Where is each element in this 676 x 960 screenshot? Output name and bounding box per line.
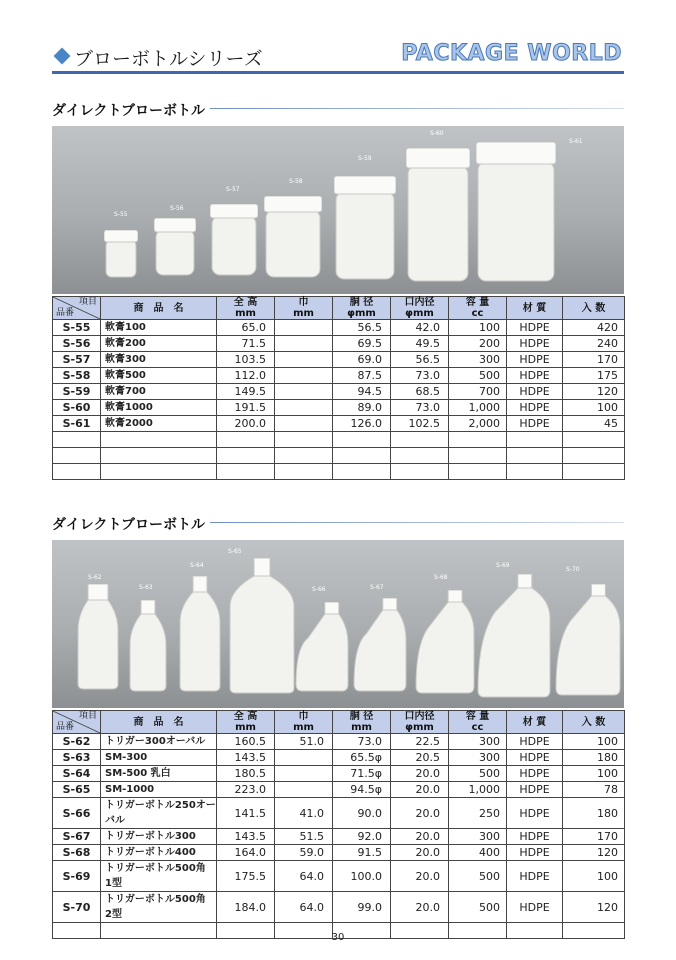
- container-image: [554, 584, 622, 700]
- cell-mouth: 20.0: [391, 782, 449, 798]
- header-capacity-unit: cc: [471, 722, 484, 733]
- cell-height: 141.5: [217, 798, 275, 829]
- table-row: [53, 368, 625, 384]
- table-row: [53, 464, 625, 480]
- cell-body: 73.0: [333, 734, 391, 750]
- header-name: [101, 297, 217, 320]
- cell-capacity: 100: [449, 320, 507, 336]
- header-material-label: 材 質: [522, 302, 547, 314]
- cell-qty: [563, 464, 625, 480]
- cell-code: S-61: [53, 416, 101, 432]
- cell-height: 180.5: [217, 766, 275, 782]
- table-row: [53, 400, 625, 416]
- cell-width: [275, 464, 333, 480]
- cell-name: [101, 464, 217, 480]
- cell-mouth: [391, 464, 449, 480]
- cell-mouth: 56.5: [391, 352, 449, 368]
- cell-capacity: 500: [449, 861, 507, 892]
- header-quantity-label: 入 数: [581, 302, 606, 314]
- header-width: [275, 297, 333, 320]
- cell-code: S-64: [53, 766, 101, 782]
- product-code-label: S-57: [226, 186, 240, 193]
- cell-body: 65.5φ: [333, 750, 391, 766]
- cell-width: 51.0: [275, 734, 333, 750]
- cell-name: 軟膏100: [101, 320, 217, 336]
- cell-body: [333, 432, 391, 448]
- cell-material: HDPE: [507, 892, 563, 923]
- cell-height: 160.5: [217, 734, 275, 750]
- cell-capacity: [449, 464, 507, 480]
- section-rule-1: [210, 108, 624, 109]
- cell-width: [275, 320, 333, 336]
- cell-name: SM-500 乳白: [101, 766, 217, 782]
- cell-height: 223.0: [217, 782, 275, 798]
- cell-width: [275, 400, 333, 416]
- cell-material: HDPE: [507, 416, 563, 432]
- table-row: [53, 845, 625, 861]
- header-capacity-label: 容 量: [465, 297, 490, 308]
- cell-qty: 100: [563, 734, 625, 750]
- cell-qty: 100: [563, 861, 625, 892]
- cell-name: 軟膏500: [101, 368, 217, 384]
- section-title-2: ダイレクトブローボトル: [52, 517, 206, 533]
- cell-body: 92.0: [333, 829, 391, 845]
- cell-width: [275, 782, 333, 798]
- container-image: [228, 558, 296, 698]
- cell-material: HDPE: [507, 750, 563, 766]
- table-row: [53, 352, 625, 368]
- header-body-diameter-label: 胴 径: [349, 711, 374, 722]
- cell-material: HDPE: [507, 861, 563, 892]
- cell-height: 143.5: [217, 750, 275, 766]
- cell-name: 軟膏1000: [101, 400, 217, 416]
- container-image: [154, 218, 196, 280]
- table-row: [53, 448, 625, 464]
- product-code-label: S-70: [566, 566, 580, 573]
- cell-material: HDPE: [507, 845, 563, 861]
- cell-code: S-70: [53, 892, 101, 923]
- header-capacity: [449, 297, 507, 320]
- header-material: [507, 297, 563, 320]
- header-capacity-label: 容 量: [465, 711, 490, 722]
- cell-code: S-59: [53, 384, 101, 400]
- cell-capacity: [449, 448, 507, 464]
- cell-qty: 170: [563, 829, 625, 845]
- container-image: [128, 600, 168, 696]
- cell-body: 87.5: [333, 368, 391, 384]
- cell-capacity: 300: [449, 734, 507, 750]
- cell-qty: 78: [563, 782, 625, 798]
- cell-code: [53, 448, 101, 464]
- cell-qty: 420: [563, 320, 625, 336]
- header-code-label: 品番: [56, 722, 75, 732]
- product-code-label: S-60: [430, 130, 444, 137]
- cell-mouth: [391, 448, 449, 464]
- header-width-label: 巾: [298, 711, 309, 722]
- cell-body: 91.5: [333, 845, 391, 861]
- cell-capacity: 200: [449, 336, 507, 352]
- header-code-label: 品番: [56, 308, 75, 318]
- spec-table-bottles: [52, 710, 625, 939]
- cell-capacity: 500: [449, 368, 507, 384]
- header-name: [101, 711, 217, 734]
- cell-code: S-55: [53, 320, 101, 336]
- cell-qty: 120: [563, 892, 625, 923]
- cell-height: 112.0: [217, 368, 275, 384]
- table-row: [53, 766, 625, 782]
- cell-name: 軟膏2000: [101, 416, 217, 432]
- table-row: [53, 750, 625, 766]
- cell-mouth: 20.0: [391, 892, 449, 923]
- cell-height: 175.5: [217, 861, 275, 892]
- cell-mouth: 68.5: [391, 384, 449, 400]
- cell-height: [217, 432, 275, 448]
- cell-height: 164.0: [217, 845, 275, 861]
- cell-capacity: [449, 432, 507, 448]
- product-code-label: S-65: [228, 548, 242, 555]
- cell-capacity: 500: [449, 766, 507, 782]
- header-mouth-diameter-unit: φmm: [405, 308, 434, 319]
- cell-material: HDPE: [507, 352, 563, 368]
- cell-qty: 100: [563, 400, 625, 416]
- table-row: [53, 336, 625, 352]
- cell-body: 71.5φ: [333, 766, 391, 782]
- product-code-label: S-56: [170, 205, 184, 212]
- header-item-code: [53, 711, 101, 734]
- header-rule: [52, 71, 624, 74]
- cell-qty: [563, 448, 625, 464]
- header-body-diameter: [333, 297, 391, 320]
- cell-mouth: 42.0: [391, 320, 449, 336]
- cell-material: HDPE: [507, 766, 563, 782]
- cell-name: SM-1000: [101, 782, 217, 798]
- cell-height: 149.5: [217, 384, 275, 400]
- cell-mouth: 73.0: [391, 400, 449, 416]
- product-code-label: S-63: [139, 584, 153, 591]
- cell-qty: 175: [563, 368, 625, 384]
- cell-capacity: 400: [449, 845, 507, 861]
- header-item-label: 項目: [78, 711, 97, 721]
- cell-mouth: 73.0: [391, 368, 449, 384]
- cell-mouth: [391, 432, 449, 448]
- header-height: [217, 711, 275, 734]
- cell-material: HDPE: [507, 798, 563, 829]
- header-mouth-diameter: [391, 711, 449, 734]
- cell-name: 軟膏700: [101, 384, 217, 400]
- cell-body: [333, 448, 391, 464]
- cell-body: 69.0: [333, 352, 391, 368]
- header-height-unit: mm: [235, 722, 256, 733]
- spec-table-jars: [52, 296, 625, 480]
- cell-code: S-60: [53, 400, 101, 416]
- cell-body: 99.0: [333, 892, 391, 923]
- cell-material: HDPE: [507, 734, 563, 750]
- cell-material: HDPE: [507, 782, 563, 798]
- table-row: [53, 320, 625, 336]
- product-code-label: S-62: [88, 574, 102, 581]
- cell-mouth: 20.0: [391, 766, 449, 782]
- cell-body: 69.5: [333, 336, 391, 352]
- cell-code: S-68: [53, 845, 101, 861]
- cell-body: 100.0: [333, 861, 391, 892]
- cell-height: [217, 448, 275, 464]
- cell-code: S-63: [53, 750, 101, 766]
- cell-qty: 180: [563, 750, 625, 766]
- container-image: [76, 584, 120, 694]
- diamond-icon: [54, 48, 71, 65]
- cell-width: [275, 750, 333, 766]
- cell-name: 軟膏300: [101, 352, 217, 368]
- product-photo-bottles: [52, 540, 624, 708]
- header-width-unit: mm: [293, 722, 314, 733]
- cell-material: HDPE: [507, 320, 563, 336]
- product-code-label: S-66: [312, 586, 326, 593]
- page-header: [52, 38, 624, 78]
- brand-logo: PACKAGE WORLD: [401, 41, 622, 66]
- cell-height: 184.0: [217, 892, 275, 923]
- cell-capacity: 300: [449, 750, 507, 766]
- page-number: 30: [331, 932, 345, 943]
- cell-width: [275, 384, 333, 400]
- cell-name: トリガー300オーバル: [101, 734, 217, 750]
- cell-width: [275, 368, 333, 384]
- cell-qty: 120: [563, 384, 625, 400]
- cell-code: S-69: [53, 861, 101, 892]
- cell-code: S-56: [53, 336, 101, 352]
- header-width-label: 巾: [298, 297, 309, 308]
- cell-width: 64.0: [275, 861, 333, 892]
- table-row: [53, 384, 625, 400]
- cell-mouth: 20.0: [391, 845, 449, 861]
- cell-qty: 120: [563, 845, 625, 861]
- cell-body: 126.0: [333, 416, 391, 432]
- product-code-label: S-55: [114, 211, 128, 218]
- cell-height: 71.5: [217, 336, 275, 352]
- cell-name: トリガーボトル500角 2型: [101, 892, 217, 923]
- container-image: [264, 196, 322, 282]
- header-capacity: [449, 711, 507, 734]
- cell-mouth: 49.5: [391, 336, 449, 352]
- table-header-row: [53, 297, 625, 320]
- cell-capacity: 2,000: [449, 416, 507, 432]
- cell-code: S-62: [53, 734, 101, 750]
- cell-code: S-57: [53, 352, 101, 368]
- header-name-label: 商 品 名: [133, 716, 184, 728]
- cell-width: 64.0: [275, 892, 333, 923]
- cell-material: [507, 448, 563, 464]
- container-image: [210, 204, 258, 280]
- container-image: [294, 602, 350, 696]
- cell-height: [217, 464, 275, 480]
- cell-body: 89.0: [333, 400, 391, 416]
- table-row: [53, 782, 625, 798]
- cell-code: S-65: [53, 782, 101, 798]
- cell-width: [275, 432, 333, 448]
- cell-width: [275, 416, 333, 432]
- cell-body: 56.5: [333, 320, 391, 336]
- product-photo-jars: [52, 126, 624, 294]
- table-row: [53, 861, 625, 892]
- cell-capacity: 300: [449, 352, 507, 368]
- cell-width: 51.5: [275, 829, 333, 845]
- product-code-label: S-58: [289, 178, 303, 185]
- cell-material: HDPE: [507, 829, 563, 845]
- header-item-label: 項目: [78, 297, 97, 307]
- header-height: [217, 297, 275, 320]
- header-body-diameter: [333, 711, 391, 734]
- cell-body: 90.0: [333, 798, 391, 829]
- cell-capacity: 1,000: [449, 782, 507, 798]
- cell-material: HDPE: [507, 400, 563, 416]
- table-row: [53, 829, 625, 845]
- product-code-label: S-69: [496, 562, 510, 569]
- cell-width: [275, 352, 333, 368]
- table-row: [53, 892, 625, 923]
- table-row: [53, 798, 625, 829]
- cell-capacity: 300: [449, 829, 507, 845]
- header-mouth-diameter-label: 口内径: [404, 297, 435, 308]
- cell-mouth: 22.5: [391, 734, 449, 750]
- cell-qty: 45: [563, 416, 625, 432]
- header-name-label: 商 品 名: [133, 302, 184, 314]
- cell-material: HDPE: [507, 384, 563, 400]
- cell-width: 59.0: [275, 845, 333, 861]
- cell-name: トリガーボトル300: [101, 829, 217, 845]
- cell-mouth: 20.0: [391, 798, 449, 829]
- cell-capacity: 700: [449, 384, 507, 400]
- header-quantity-label: 入 数: [581, 716, 606, 728]
- cell-width: [275, 448, 333, 464]
- container-image: [334, 176, 396, 284]
- cell-code: S-66: [53, 798, 101, 829]
- container-image: [352, 598, 408, 696]
- header-item-code: [53, 297, 101, 320]
- cell-body: 94.5: [333, 384, 391, 400]
- cell-height: 103.5: [217, 352, 275, 368]
- container-image: [178, 576, 222, 696]
- section-title-1: ダイレクトブローボトル: [52, 103, 206, 119]
- cell-code: [53, 432, 101, 448]
- header-body-diameter-unit: φmm: [347, 308, 376, 319]
- cell-height: 200.0: [217, 416, 275, 432]
- header-mouth-diameter-unit: φmm: [405, 722, 434, 733]
- cell-name: トリガーボトル250オーバル: [101, 798, 217, 829]
- container-image: [476, 574, 552, 702]
- cell-name: 軟膏200: [101, 336, 217, 352]
- product-code-label: S-68: [434, 574, 448, 581]
- cell-body: 94.5φ: [333, 782, 391, 798]
- cell-material: HDPE: [507, 336, 563, 352]
- header-height-label: 全 高: [233, 711, 258, 722]
- cell-name: SM-300: [101, 750, 217, 766]
- cell-body: [333, 464, 391, 480]
- header-width-unit: mm: [293, 308, 314, 319]
- cell-material: [507, 432, 563, 448]
- cell-name: トリガーボトル500角 1型: [101, 861, 217, 892]
- cell-height: 191.5: [217, 400, 275, 416]
- cell-qty: 180: [563, 798, 625, 829]
- header-height-unit: mm: [235, 308, 256, 319]
- product-code-label: S-59: [358, 155, 372, 162]
- cell-name: トリガーボトル400: [101, 845, 217, 861]
- header-quantity: [563, 297, 625, 320]
- container-image: [414, 590, 476, 698]
- table-row: [53, 432, 625, 448]
- cell-width: [275, 766, 333, 782]
- cell-capacity: 500: [449, 892, 507, 923]
- container-image: [476, 142, 556, 286]
- cell-name: [101, 432, 217, 448]
- header-mouth-diameter: [391, 297, 449, 320]
- cell-code: S-58: [53, 368, 101, 384]
- header-material: [507, 711, 563, 734]
- cell-width: 41.0: [275, 798, 333, 829]
- product-code-label: S-67: [370, 584, 384, 591]
- table-header-row: [53, 711, 625, 734]
- cell-mouth: 20.0: [391, 829, 449, 845]
- cell-qty: 170: [563, 352, 625, 368]
- cell-height: 143.5: [217, 829, 275, 845]
- container-image: [104, 230, 138, 282]
- product-code-label: S-61: [569, 138, 583, 145]
- header-mouth-diameter-label: 口内径: [404, 711, 435, 722]
- header-quantity: [563, 711, 625, 734]
- cell-mouth: 20.5: [391, 750, 449, 766]
- cell-material: HDPE: [507, 368, 563, 384]
- container-image: [406, 148, 470, 286]
- cell-width: [275, 336, 333, 352]
- cell-mouth: 102.5: [391, 416, 449, 432]
- cell-capacity: 1,000: [449, 400, 507, 416]
- header-body-diameter-label: 胴 径: [349, 297, 374, 308]
- cell-material: [507, 464, 563, 480]
- cell-code: [53, 464, 101, 480]
- cell-qty: [563, 432, 625, 448]
- header-body-diameter-unit: mm: [351, 722, 372, 733]
- cell-name: [101, 448, 217, 464]
- product-code-label: S-64: [190, 562, 204, 569]
- section-rule-2: [210, 522, 624, 523]
- cell-qty: 240: [563, 336, 625, 352]
- cell-height: 65.0: [217, 320, 275, 336]
- header-height-label: 全 高: [233, 297, 258, 308]
- table-row: [53, 734, 625, 750]
- cell-capacity: 250: [449, 798, 507, 829]
- header-capacity-unit: cc: [471, 308, 484, 319]
- header-material-label: 材 質: [522, 716, 547, 728]
- series-title: ブローボトルシリーズ: [74, 48, 263, 70]
- cell-code: S-67: [53, 829, 101, 845]
- table-row: [53, 416, 625, 432]
- header-width: [275, 711, 333, 734]
- cell-qty: 100: [563, 766, 625, 782]
- cell-mouth: 20.0: [391, 861, 449, 892]
